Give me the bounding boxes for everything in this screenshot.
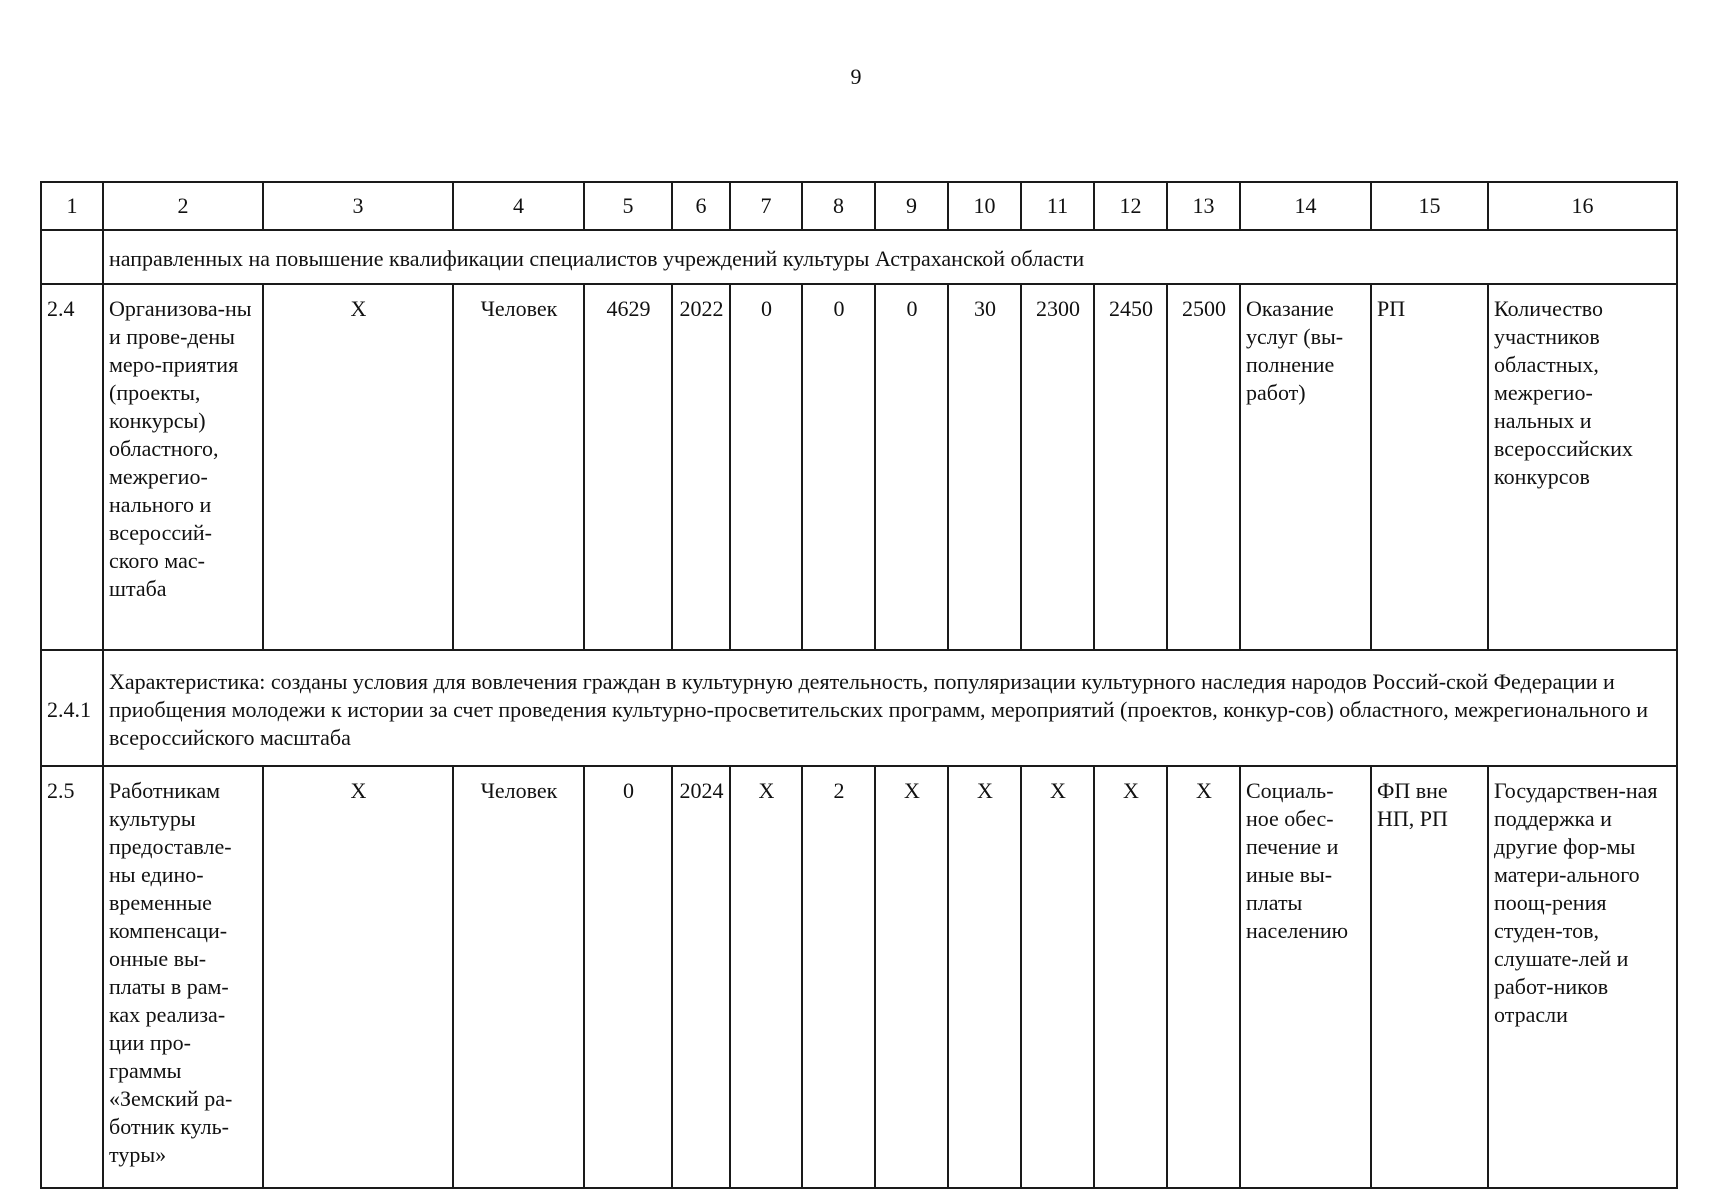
table-cell: Х xyxy=(263,766,453,1188)
header-cell: 8 xyxy=(802,182,875,230)
table-header-row xyxy=(41,182,1677,230)
header-cell: 13 xyxy=(1167,182,1240,230)
characteristic-text: Характеристика: созданы условия для вовлечения граждан в культурную деятельность, популяризации культурного наследия народов Россий-ской Федерации и приобщения молодежи к истории за счет проведения культурно-просветительских программ, мероприятий (проектов, конкур-сов) областного, межрегионального и всероссийского масштаба xyxy=(103,650,1677,766)
table-row-2-4-1 xyxy=(41,650,1677,766)
table-cell: Х xyxy=(263,284,453,650)
table-cell: Х xyxy=(1094,766,1167,1188)
table-cell: 0 xyxy=(802,284,875,650)
row-number: 2.5 xyxy=(41,766,103,1188)
table-cell: 0 xyxy=(730,284,802,650)
base-value: 4629 xyxy=(584,284,672,650)
table-cell: 2450 xyxy=(1094,284,1167,650)
header-cell: 14 xyxy=(1240,182,1371,230)
unit-cell: Человек xyxy=(453,284,584,650)
header-cell: 3 xyxy=(263,182,453,230)
table-cell xyxy=(41,230,103,284)
base-value: 0 xyxy=(584,766,672,1188)
result-name: Организова-ны и прове-дены меро-приятия (проекты, конкурсы) областного, межрегио-нального и всероссий-ского мас-штаба xyxy=(103,284,263,650)
table-cell: Х xyxy=(1021,766,1094,1188)
header-cell: 15 xyxy=(1371,182,1488,230)
table-cell: 2300 xyxy=(1021,284,1094,650)
header-cell: 7 xyxy=(730,182,802,230)
table-cell: Х xyxy=(948,766,1021,1188)
row-number: 2.4 xyxy=(41,284,103,650)
header-cell: 10 xyxy=(948,182,1021,230)
page-number: 9 xyxy=(850,64,862,89)
table-cell: 0 xyxy=(875,284,948,650)
result-name: Работникам культуры предоставле-ны едино-временные компенсаци-онные вы-платы в рам-ках реализа-ции про-граммы «Земский ра-ботник куль-туры» xyxy=(103,766,263,1188)
header-cell: 4 xyxy=(453,182,584,230)
funding-source: ФП вне НП, РП xyxy=(1371,766,1488,1188)
table-cell: 30 xyxy=(948,284,1021,650)
funding-source: РП xyxy=(1371,284,1488,650)
continuation-text: направленных на повышение квалификации специалистов учреждений культуры Астраханской области xyxy=(103,230,1677,284)
table-cell: 2500 xyxy=(1167,284,1240,650)
header-cell: 12 xyxy=(1094,182,1167,230)
table-row-2-5 xyxy=(41,766,1677,1188)
header-cell: 1 xyxy=(41,182,103,230)
base-year: 2024 xyxy=(672,766,730,1188)
indicators-table xyxy=(40,181,1678,1189)
result-type: Социаль-ное обес-печение и иные вы-платы населению xyxy=(1240,766,1371,1188)
table-cell: Х xyxy=(730,766,802,1188)
header-cell: 16 xyxy=(1488,182,1677,230)
header-cell: 9 xyxy=(875,182,948,230)
table-cell: Х xyxy=(875,766,948,1188)
row-number: 2.4.1 xyxy=(41,650,103,766)
table-row-continuation xyxy=(41,230,1677,284)
table-cell: Х xyxy=(1167,766,1240,1188)
indicator-text: Государствен-ная поддержка и другие фор-мы матери-ального поощ-рения студен-тов, слушате-лей и работ-ников отрасли xyxy=(1488,766,1677,1188)
header-cell: 11 xyxy=(1021,182,1094,230)
header-cell: 5 xyxy=(584,182,672,230)
table-cell: 2 xyxy=(802,766,875,1188)
indicator-text: Количество участников областных, межрегио-нальных и всероссийских конкурсов xyxy=(1488,284,1677,650)
header-cell: 6 xyxy=(672,182,730,230)
table-row-2-4 xyxy=(41,284,1677,650)
header-cell: 2 xyxy=(103,182,263,230)
base-year: 2022 xyxy=(672,284,730,650)
result-type: Оказание услуг (вы-полнение работ) xyxy=(1240,284,1371,650)
unit-cell: Человек xyxy=(453,766,584,1188)
